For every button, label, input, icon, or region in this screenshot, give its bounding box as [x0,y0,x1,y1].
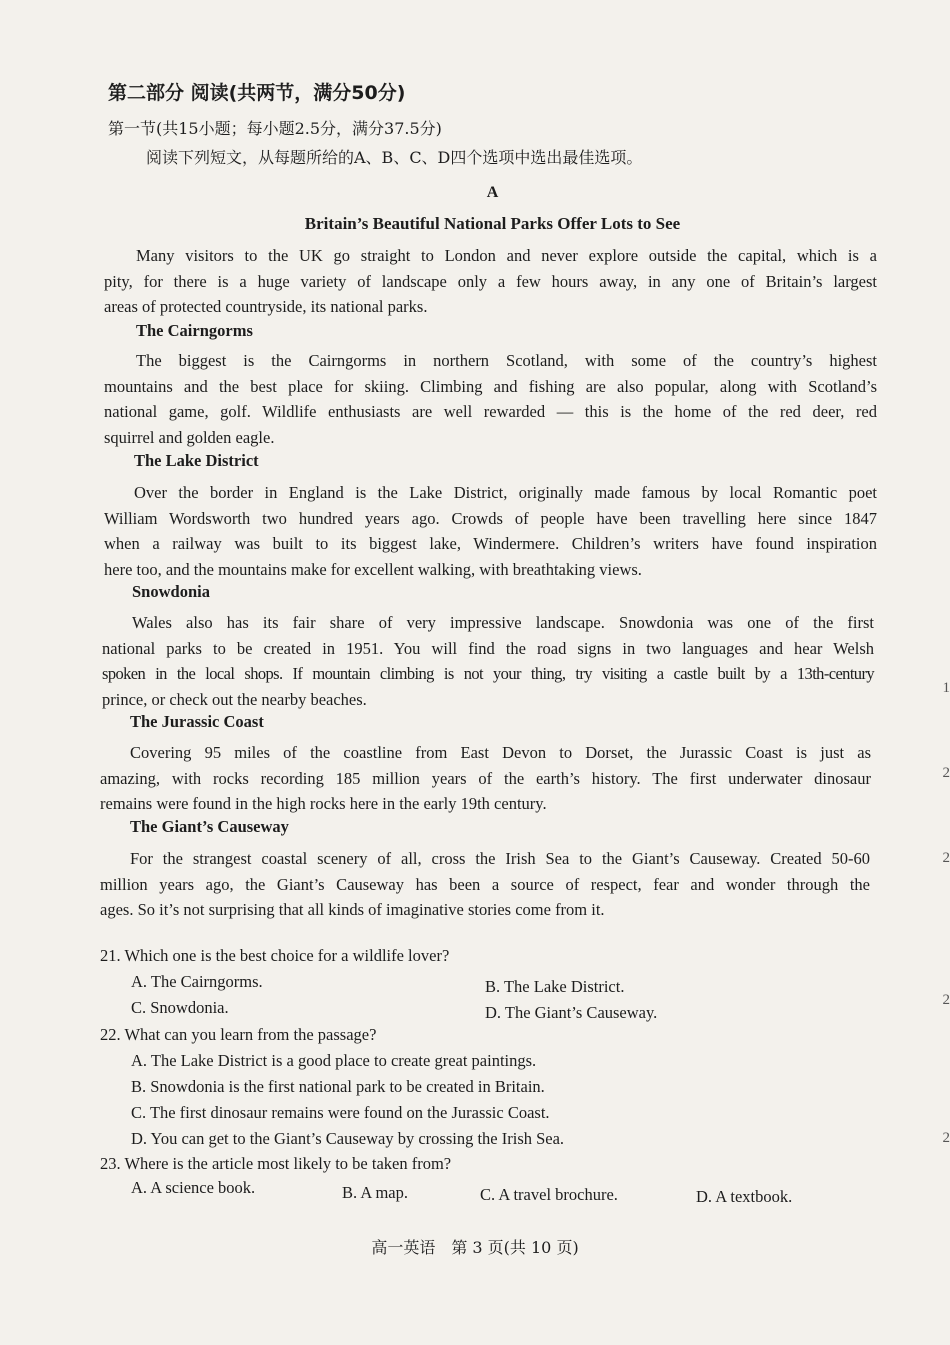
text-line: The biggest is the Cairngorms in northern Scotland, with some of the country’s highest [136,351,877,370]
text-line: William Wordsworth two hundred years ago. Crowds of people have been travelling here since 1847 [104,508,877,528]
option-23-d: D. A textbook. [696,1187,793,1206]
text-line: Many visitors to the UK go straight to London and never explore outside the capital, which is a [136,246,877,265]
section-heading-snowdonia: Snowdonia [132,582,210,601]
text-line: remains were found in the high rocks here in the early 19th century. [100,794,547,813]
option-22-c: C. The first dinosaur remains were found on the Jurassic Coast. [131,1103,550,1122]
section-heading-lake-district: The Lake District [134,451,259,470]
section-heading: 第一节(共15小题；每小题2.5分，满分37.5分) [108,119,442,138]
edge-mark: 2 [942,850,950,866]
page-footer: 高一英语 第 3 页(共 10 页) [371,1238,579,1257]
section-heading-jurassic-coast: The Jurassic Coast [130,712,264,731]
option-21-c: C. Snowdonia. [131,998,229,1017]
option-23-c: C. A travel brochure. [480,1185,618,1204]
section-heading-cairngorms: The Cairngorms [136,321,253,340]
part-heading: 第二部分 阅读(共两节，满分50分) [108,82,406,104]
passage-title: Britain’s Beautiful National Parks Offer Lots to See [304,214,681,233]
option-21-a: A. The Cairngorms. [131,972,263,991]
text-line: Covering 95 miles of the coastline from East Devon to Dorset, the Jurassic Coast is just as [130,743,871,762]
text-line: when a railway was built to its biggest lake, Windermere. Children’s writers have found inspiration [104,534,877,553]
edge-mark: 2 [942,1130,950,1146]
paragraph-cairngorms [104,348,877,450]
edge-mark: 2 [942,765,950,781]
option-22-d: D. You can get to the Giant’s Causeway by crossing the Irish Sea. [131,1129,565,1148]
text-line: national parks to be created in 1951. You will find the road signs in two languages and hear Welsh [102,638,874,658]
intro-paragraph [104,243,877,320]
text-line: here too, and the mountains make for excellent walking, with breathtaking views. [104,559,642,579]
section-heading-giants-causeway: The Giant’s Causeway [130,817,289,836]
text-line: Wales also has its fair share of very impressive landscape. Snowdonia was one of the first [132,613,874,632]
text-line: ages. So it’s not surprising that all kinds of imaginative stories come from it. [100,900,605,919]
text-line: For the strangest coastal scenery of all, cross the Irish Sea to the Giant’s Causeway. Created 50-60 [130,849,870,868]
text-line: pity, for there is a huge variety of landscape only a few hours away, in any one of Britain’s largest [104,271,877,291]
paragraph-giants-causeway [100,846,870,923]
option-21-b: B. The Lake District. [485,977,625,996]
text-line: amazing, with rocks recording 185 million years of the earth’s history. The first underwater dinosaur [100,768,871,788]
edge-mark: 1 [942,680,950,696]
edge-mark: 2 [942,992,950,1008]
question-23: 23. Where is the article most likely to be taken from? [100,1154,452,1173]
text-line: million years ago, the Giant’s Causeway has been a source of respect, fear and wonder through the [100,874,870,894]
option-23-b: B. A map. [342,1183,409,1202]
option-22-b: B. Snowdonia is the first national park to be created in Britain. [131,1077,545,1096]
text-line: mountains and the best place for skiing. Climbing and fishing are also popular, along with Scotland’s [104,376,877,396]
option-22-a: A. The Lake District is a good place to create great paintings. [131,1051,537,1070]
instruction-text: 阅读下列短文，从每题所给的A、B、C、D四个选项中选出最佳选项。 [146,148,643,167]
text-line: areas of protected countryside, its national parks. [104,297,428,316]
passage-letter: A [486,184,499,201]
option-23-a: A. A science book. [131,1178,256,1197]
text-line: spoken in the local shops. If mountain climbing is not your thing, try visiting a castle built by a 13th-century [102,664,874,683]
question-22: 22. What can you learn from the passage? [100,1025,377,1044]
paragraph-jurassic-coast [100,740,871,817]
text-line: squirrel and golden eagle. [104,427,275,447]
paragraph-lake-district [104,480,877,582]
text-line: Over the border in England is the Lake District, originally made famous by local Romantic poet [134,483,877,502]
text-line: prince, or check out the nearby beaches. [102,689,367,709]
paragraph-snowdonia [102,610,874,712]
option-21-d: D. The Giant’s Causeway. [485,1003,658,1022]
question-21: 21. Which one is the best choice for a wildlife lover? [100,946,450,965]
text-line: national game, golf. Wildlife enthusiasts are well rewarded — this is the home of the red deer, red [104,402,877,421]
